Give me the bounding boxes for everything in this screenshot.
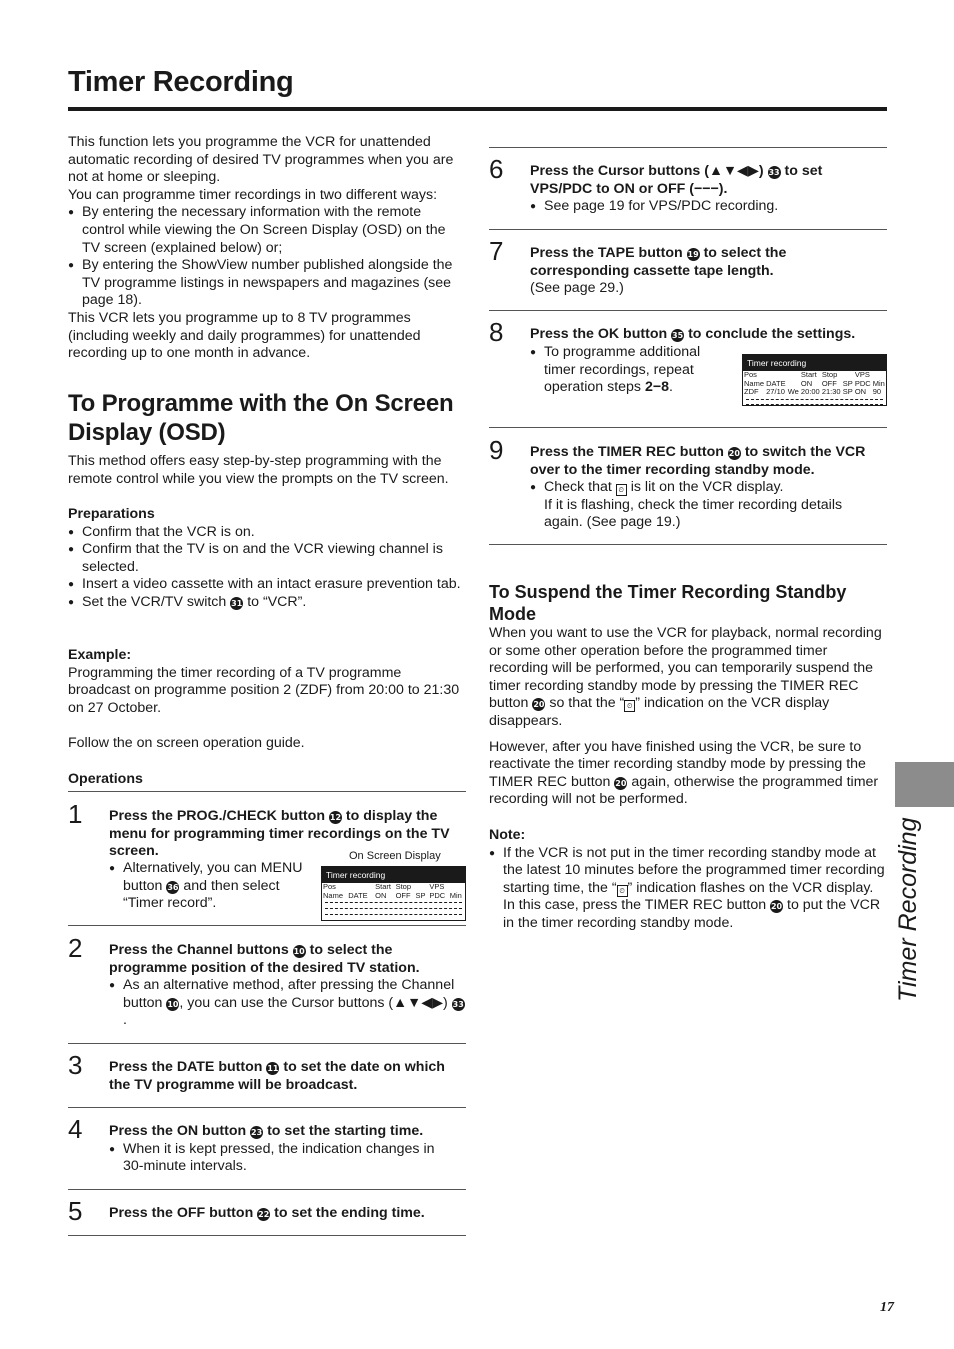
- intro-paragraph-1: This function lets you programme the VCR for unattended automatic recording of desired TV programmes when you are not at home or sleeping.: [68, 134, 454, 186]
- step-number-6: 6: [489, 154, 504, 184]
- button-20-icon: 20: [770, 902, 783, 912]
- osd-heading: To Programme with the On Screen Display (OSD): [68, 390, 454, 446]
- example-text: Programming the timer recording of a TV programme broadcast on programme position 2 (ZDF) from 20:00 to 21:30 on 27 October.: [68, 664, 460, 716]
- button-12-icon: 12: [329, 813, 342, 822]
- preparation-item: ● Confirm that the TV is on and the VCR viewing channel is selected.: [68, 541, 466, 576]
- step-6: [530, 163, 880, 216]
- preparation-item: ● Insert a video cassette with an intact erasure prevention tab.: [68, 576, 466, 594]
- page-title: Timer Recording: [68, 66, 294, 98]
- osd-screen-header: Timer recording: [322, 867, 465, 883]
- divider: [68, 791, 466, 792]
- button-20-icon: 20: [533, 700, 545, 710]
- step-5: [109, 1205, 465, 1223]
- button-33-icon: 33: [768, 168, 780, 177]
- osd-empty-row: [325, 914, 462, 916]
- step-3: [109, 1059, 465, 1094]
- osd-screen-filled: [742, 354, 887, 406]
- button-35-icon: 35: [672, 331, 684, 340]
- preparations-title: Preparations: [68, 506, 155, 522]
- step-9-instruction: Press the TIMER REC button 20 to switch the VCR over to the timer recording standby mode.: [530, 444, 866, 478]
- button-20-icon: 20: [728, 449, 740, 458]
- button-19-icon: 19: [687, 250, 699, 259]
- prep-text: to “VCR”.: [247, 593, 307, 610]
- suspend-section: [489, 625, 885, 933]
- suspend-paragraph-1: When you want to use the VCR for playback, normal recording or some other operation before the programmed timer recording will be performed, you can temporarily suspend the timer recording standby mode by pressing the TIMER REC button 20 so that the “ ⏲ ” indication on the VCR display disappears.: [489, 625, 882, 729]
- divider: [68, 925, 466, 926]
- step-number-4: 4: [68, 1114, 83, 1144]
- osd-empty-row: [746, 399, 883, 401]
- step-1-sub: ● Alternatively, you can MENU button 36 and then select “Timer record”.: [109, 860, 309, 913]
- osd-description: This method offers easy step-by-step programming with the remote control while you view the prompts on the TV screen.: [68, 453, 449, 487]
- step-number-1: 1: [68, 799, 83, 829]
- step-8: [530, 326, 880, 344]
- intro-paragraph-3: This VCR lets you programme up to 8 TV programmes (including weekly and daily programmes) for unattended recording up to one month in advance.: [68, 309, 421, 362]
- step-3-instruction: Press the DATE button 11 to set the date on which the TV programme will be broadcast.: [109, 1059, 445, 1093]
- preparations-section: [68, 506, 466, 612]
- step-4: [109, 1123, 439, 1176]
- suspend-paragraph-2: However, after you have finished using the VCR, be sure to reactivate the timer recording standby mode by pressing the TIMER REC button 20 again, otherwise the programmed timer recording will not be performed.: [489, 738, 879, 808]
- step-5-instruction: Press the OFF button 22 to set the ending time.: [109, 1205, 425, 1221]
- example-title: Example:: [68, 647, 132, 663]
- osd-empty-row: [325, 908, 462, 910]
- step-9-sub: ● Check that ⏲ is lit on the VCR display.: [530, 479, 880, 497]
- divider: [68, 1107, 466, 1108]
- step-4-instruction: Press the ON button 23 to set the starting time.: [109, 1123, 424, 1139]
- step-2-sub: ● As an alternative method, after pressing the Channel button 10, you can use the Cursor buttons (▲▼◀▶) 33.: [109, 977, 465, 1030]
- osd-table: Pos Start Stop VPS Name DATE ON OFF SP PDC Min: [323, 882, 462, 900]
- side-section-label: Timer Recording: [894, 817, 922, 1002]
- osd-empty-row: [325, 902, 462, 904]
- example-section: [68, 647, 466, 717]
- button-11-icon: 11: [267, 1064, 279, 1073]
- divider: [489, 229, 887, 230]
- note-title: Note:: [489, 826, 526, 843]
- osd-caption: On Screen Display: [349, 850, 441, 862]
- osd-empty-row: [746, 404, 883, 406]
- page-number: 17: [880, 1300, 894, 1315]
- osd-table: Pos Start Stop VPS Name DATE ON OFF SP PDC Min ZDF 27/10 We 20:00 21:30 SP ON 90: [744, 370, 885, 396]
- divider: [68, 1043, 466, 1044]
- osd-screen-header: Timer recording: [743, 355, 886, 371]
- step-8-sub: ● To programme additional timer recordings, repeat operation steps 2−8.: [530, 344, 710, 397]
- step-8-instruction: Press the OK button 35 to conclude the settings.: [530, 326, 856, 342]
- follow-guide: Follow the on screen operation guide.: [68, 735, 305, 751]
- step-7: [530, 245, 830, 298]
- prep-text: Set the VCR/TV switch: [82, 593, 227, 610]
- divider: [68, 1189, 466, 1190]
- button-36-icon: 36: [167, 882, 179, 892]
- button-33-icon: 33: [452, 999, 464, 1009]
- preparation-item: [68, 594, 466, 612]
- step-4-sub: ● When it is kept pressed, the indication changes in 30-minute intervals.: [109, 1141, 439, 1176]
- step-2-instruction: Press the Channel buttons 10 to select the programme position of the desired TV station.: [109, 942, 420, 976]
- step-9-sub-2: If it is flashing, check the timer recording details again. (See page 19.): [544, 496, 843, 531]
- osd-screen-empty: [321, 866, 466, 921]
- intro-paragraph-2: You can programme timer recordings in two different ways:: [68, 186, 438, 203]
- button-22-icon: 22: [258, 1210, 270, 1219]
- step-7-instruction: Press the TAPE button 19 to select the corresponding cassette tape length.: [530, 245, 787, 279]
- intro-section: [68, 134, 466, 363]
- operations-title: Operations: [68, 771, 143, 787]
- preparation-item: ● Confirm that the VCR is on.: [68, 524, 466, 542]
- intro-bullet-1: ● By entering the necessary information with the remote control while viewing the On Screen Display (OSD) on the TV screen (explained below) or;: [68, 204, 466, 257]
- step-number-7: 7: [489, 236, 504, 266]
- note-text: ● If the VCR is not put in the timer recording standby mode at the latest 10 minutes before the programmed timer recording starting time, the “ ⏲ ” indication flashes on the VCR display. In this case, press the TIMER REC button 20 to put the VCR in the timer recording standby mode.: [489, 845, 885, 933]
- button-23-icon: 23: [251, 1128, 263, 1137]
- timer-icon: ⏲: [616, 484, 627, 496]
- step-2: [109, 942, 465, 1030]
- step-6-sub: ● See page 19 for VPS/PDC recording.: [530, 198, 880, 216]
- section-tab: [895, 762, 954, 807]
- divider: [489, 544, 887, 545]
- button-31-icon: 31: [231, 598, 243, 608]
- step-number-5: 5: [68, 1196, 83, 1226]
- step-number-9: 9: [489, 435, 504, 465]
- button-10-icon: 10: [167, 999, 179, 1009]
- step-number-8: 8: [489, 317, 504, 347]
- timer-icon: ⏲: [617, 885, 628, 897]
- divider: [489, 427, 887, 428]
- timer-icon: ⏲: [624, 700, 635, 712]
- step-7-sub: (See page 29.): [530, 280, 624, 297]
- suspend-heading: To Suspend the Timer Recording Standby Mode: [489, 582, 847, 624]
- divider: [68, 1235, 466, 1236]
- step-number-2: 2: [68, 933, 83, 963]
- button-10-icon: 10: [293, 947, 305, 956]
- divider: [489, 147, 887, 148]
- intro-bullet-2: ● By entering the ShowView number published alongside the TV programme listings in newspapers and magazines (see page 18).: [68, 257, 466, 310]
- button-20-icon: 20: [615, 778, 627, 788]
- step-9: [530, 444, 880, 532]
- step-number-3: 3: [68, 1050, 83, 1080]
- title-rule: [68, 107, 887, 111]
- divider: [489, 310, 887, 311]
- step-6-instruction: Press the Cursor buttons (▲▼◀▶) 33 to set VPS/PDC to ON or OFF (−−−).: [530, 163, 823, 197]
- step-1-instruction: Press the PROG./CHECK button 12 to display the menu for programming timer recordings on the TV screen.: [109, 808, 450, 860]
